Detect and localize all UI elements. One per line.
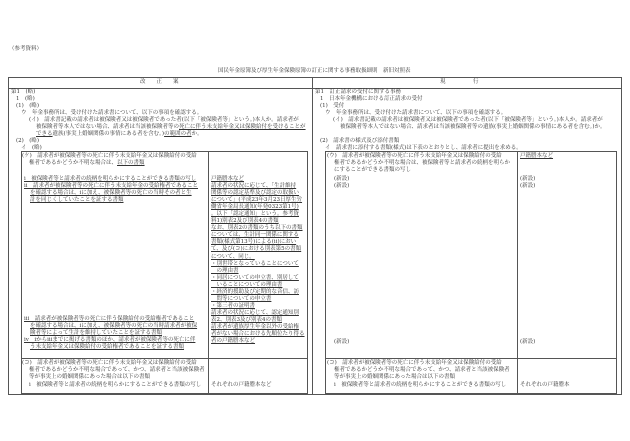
text-line: i 被保険者等と請求者の続柄を明らかにすることができる書類の写し	[334, 382, 507, 388]
text-line: ウ 年金事務所は、受け付けた請求書について、以下の事項を確認する。	[325, 110, 507, 116]
text-line: イ (略)	[21, 145, 42, 151]
item-iv: iv iからiiiまでに掲げる書類のほか、請求者が被保険者等の死亡に伴	[24, 337, 196, 343]
new-marker: (新設)	[520, 176, 536, 182]
new-marker: (新設)	[334, 183, 350, 189]
new-marker: (新設)	[334, 176, 350, 182]
item-iii: iii 請求者が被保険者等の死亡に伴う保険給付の受給権者であること	[24, 316, 195, 322]
text-line: それぞれの戸籍謄本	[520, 382, 570, 388]
text-line: 計を同じくしていたことを証する書類	[30, 197, 124, 203]
new-marker: (新設)	[520, 339, 536, 345]
row-ko: (コ) 請求者が被保険者等の死亡に伴う未支給年金又は保険給付の受給	[327, 360, 502, 366]
header-current: 現 行	[440, 79, 479, 85]
row-divider	[325, 358, 617, 359]
text-line: 1 日本年金機構における訂正請求の受付	[320, 96, 423, 102]
row-divider	[21, 358, 308, 359]
new-marker: (新設)	[334, 339, 350, 345]
text-line: 第1 訂正請求の受付に関する事務	[315, 89, 402, 95]
text-line: できる遺族(事実上婚姻関係の事情にある者を含む。)の範囲の者か。	[36, 131, 203, 137]
item-ii: ii 請求者が被保険者等の死亡に伴う未支給年金の受給権者であること	[24, 183, 199, 189]
document-title: 国民年金原簿及び厚生年金保険原簿の訂正に関する事務取扱細則 新旧対照表	[218, 68, 411, 74]
text-line: 戸籍謄本など	[520, 153, 554, 159]
reference-label: （参考資料）	[9, 46, 43, 52]
column-divider	[312, 77, 313, 395]
row-ko: (コ) 請求者が被保険者等の死亡に伴う未支給年金又は保険給付の受給	[22, 360, 197, 366]
text-line: (イ) 請求書記載の請求者は被保険者又は被保険者であった者(以下「被保険者等」という。)本人か。請求者が	[333, 117, 603, 123]
text-line: 権者であるかどうか不明な場合であって、かつ、請求者と当該被保険者	[29, 367, 205, 373]
required-documents-cell: 戸籍謄本など 請求者の状況に応じて、「生計維持 関係等の認定基準及び認定の取扱い について」(平成23年3月23日厚生労 働省年金局長通知(年発0323第1号) 。以下「認定通知」という。参考資 料1)別表2及び別表4の書類 なお、別表2の書類のうち以下の書類 については、生計同一関係に関する 書類(様式第13号)による(ii)におい て、及び(コ)における別表第5の書類 について、同じ。 ・別世帯となっていることについて の理由書 ・同居についての申立書、別居して いることについての理由書 ・経済的援助及び定期的な音信、訪 問等についての申立書 ・第三者の証明書 請求者の状況に応じて、認定通知別 表2、別表3及び別表4の書類 請求者が遺族厚生年金以外の受給権 者がない場合における先順位たり得る 者の戸籍謄本など	[211, 176, 305, 345]
new-marker: (新設)	[520, 183, 536, 189]
text-line: 第1 (略)	[11, 89, 36, 95]
text-line: 権者であるかどうか不明な場合は、以下の書類	[29, 160, 145, 166]
text-line: を確認する場合は、iに加え、被保険者等の死亡の当時請求者が被保	[30, 323, 198, 329]
text-line: 1 (略)	[16, 96, 35, 102]
text-line: 被保険者等本人ではない場合、請求者は当該被保険者等の遺族(事実上婚姻関係の事情にある者を含む。)か。	[340, 124, 606, 130]
text-line: 等が事実上の婚姻関係にあった場合は以下の書類	[29, 374, 150, 380]
row-ke: (ケ) 請求者が被保険者等の死亡に伴う未支給年金又は保険給付の受給	[22, 153, 197, 159]
text-line: う未支給年金又は保険給付の受給権者であることを証する書類	[30, 344, 185, 350]
text-line: 権者であるかどうか不明な場合であって、かつ、請求者と当該被保険者	[334, 367, 510, 373]
text-line: 権者であるかどうか不明な場合は、被保険者等と請求者の続柄を明らか	[334, 160, 511, 166]
text-line: (1) 受付	[320, 103, 345, 109]
text-line: (イ) 請求書記載の請求者は被保険者又は被保険者であった者(以下「被保険者等」という。)本人か。請求者が	[29, 117, 299, 123]
text-line: i 被保険者等と請求者の続柄を明らかにすることができる書類の写し	[29, 382, 202, 388]
text-line: にすることができる書類の写し	[334, 167, 412, 173]
text-line: それぞれの戸籍謄本など	[211, 382, 272, 388]
item-i: i 被保険者等と請求者の続柄を明らかにすることができる書類の写し	[24, 176, 197, 182]
text-line: イ 請求書に添付する書類(様式)は下表のとおりとし、請求者に提出を求める。	[325, 145, 522, 151]
header-revised: 改 正 案	[140, 79, 179, 85]
row-u: (ウ) 請求者が被保険者等の死亡に伴う未支給年金又は保険給付の受給	[327, 153, 502, 159]
text-line: (2) (略)	[16, 138, 40, 144]
text-line: 等が事実上の婚姻関係にあった場合は以下の書類	[334, 374, 455, 380]
text-line: 被保険者等本人ではない場合、請求者は当該被保険者等の死亡に伴う未支給年金又は保険給付を受けることが	[36, 124, 306, 130]
text-line: (2) 請求書の様式及び添付書類	[320, 138, 400, 144]
text-line: 険者等によって生計を維持していたことを証する書類	[30, 330, 163, 336]
text-line: を確認する場合は、iに加え、被保険者等の死亡の当時その者と生	[30, 190, 192, 196]
text-line: (1) (略)	[16, 103, 40, 109]
text-line: ウ 年金事務所は、受け付けた請求書について、以下の事項を確認する。	[21, 110, 203, 116]
